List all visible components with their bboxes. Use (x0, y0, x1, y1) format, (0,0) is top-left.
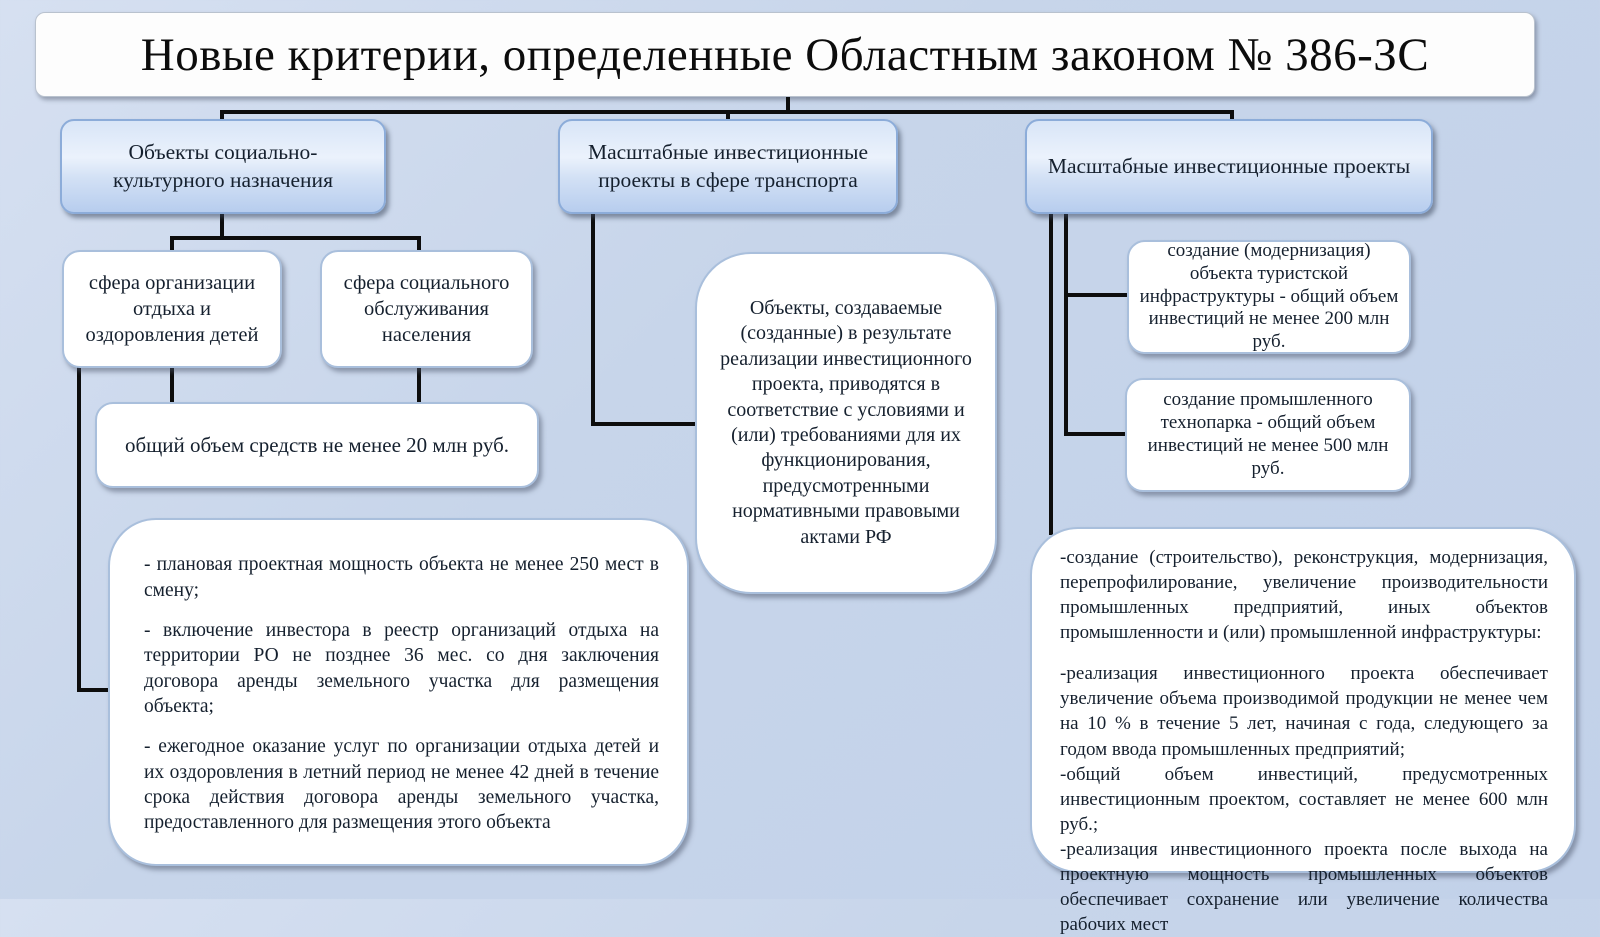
node-label: создание промышленного технопарка - общий объем инвестиций не менее 500 млн руб. (1147, 389, 1389, 479)
node-label: сфера организации отдыха и оздоровления детей (85, 271, 259, 347)
criteria-intro: -создание (строительство), реконструкция, модернизация, перепрофилирование, увеличение производительности промышленных предприятий, иных объектов промышленности и (или) промышленной инфраструктуры: (1060, 547, 1548, 644)
node-total-funds (95, 402, 539, 488)
branch-node-transport-projects (558, 119, 898, 214)
branch-label: Объекты социально-культурного назначения (113, 139, 333, 192)
node-label: Объекты, создаваемые (созданные) в результате реализации инвестиционного проекта, приводятся в соответствие с условиями и (или) требованиями для их функционирования, предусмотренными нормативными правовыми актами РФ (720, 297, 972, 548)
connector-mid-horizontal (591, 422, 703, 426)
node-label: создание (модернизация) объекта туристской инфраструктуры - общий объем инвестиций не менее 200 млн руб. (1139, 240, 1399, 353)
branch-node-investment-projects (1025, 119, 1433, 214)
node-social-service-sphere (320, 250, 533, 368)
slide-title-box (35, 12, 1535, 97)
node-label: общий объем средств не менее 20 млн руб. (124, 432, 510, 457)
branch-node-social-culture (60, 119, 386, 214)
connector-left-tall-vertical (77, 366, 81, 692)
criteria-item: -реализация инвестиционного проекта после выхода на проектную мощность промышленных объектов обеспечивает сохранение или увеличение количества рабочих мест (1060, 838, 1548, 936)
connector-sub-horizontal (170, 236, 421, 240)
node-label: сфера социального обслуживания населения (343, 271, 510, 347)
branch-label: Масштабные инвестиционные проекты в сфере транспорта (587, 139, 869, 192)
connector-mid-vertical (591, 213, 595, 426)
node-industrial-technopark (1125, 378, 1411, 492)
connector-right-tourism (1064, 293, 1130, 297)
criteria-item: - включение инвестора в реестр организаций отдыха на территории РО не позднее 36 мес. со дня заключения договора аренды земельного участка для размещения объекта; (144, 619, 659, 717)
connector-right-vertical-b (1064, 213, 1068, 436)
criteria-item: - ежегодное оказание услуг по организации отдыха детей и их оздоровления в летний период не менее 42 дней в течение срока действия договора аренды земельного участка, предоставленного для размещения этого объекта (144, 736, 659, 834)
slide-title: Новые критерии, определенные Областным законом № 386-ЗС (140, 28, 1430, 81)
criteria-item: -реализация инвестиционного проекта обеспечивает увеличение объема производимой продукции не менее чем на 10 % в течение 5 лет, начиная с года, следующего за годом ввода промышленных предприятий; (1060, 663, 1548, 760)
node-tourism-infrastructure (1127, 240, 1411, 354)
connector-sub1-funds (170, 366, 174, 404)
criteria-item: -общий объем инвестиций, предусмотренных инвестиционным проектом, составляет не менее 600 млн руб.; (1060, 763, 1548, 835)
node-social-criteria-list (108, 518, 689, 866)
connector-right-technopark (1064, 432, 1130, 436)
node-investment-criteria-list (1030, 527, 1576, 936)
node-children-recreation-sphere (62, 250, 282, 368)
criteria-item: - плановая проектная мощность объекта не менее 250 мест в смену; (144, 554, 659, 601)
connector-right-vertical-a (1049, 213, 1053, 535)
branch-label: Масштабные инвестиционные проекты (1047, 153, 1411, 178)
node-transport-description (695, 252, 997, 594)
connector-sub2-funds (417, 366, 421, 404)
